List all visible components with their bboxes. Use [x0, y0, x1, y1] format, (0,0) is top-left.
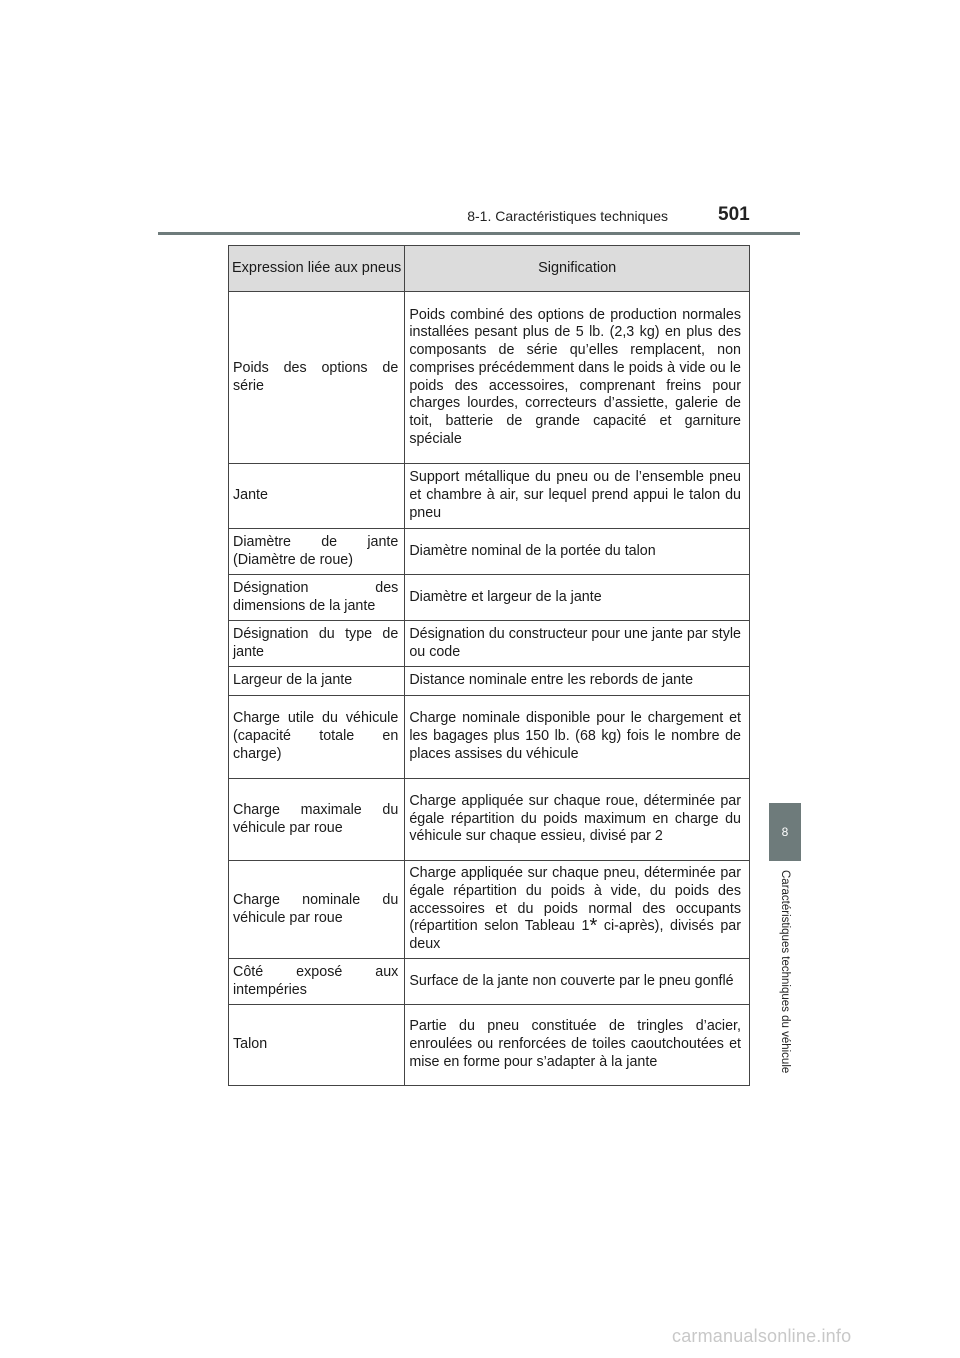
definition-text — [405, 863, 749, 956]
term-cell — [229, 696, 405, 779]
definition-cell — [405, 464, 750, 529]
definition-cell — [405, 621, 750, 667]
term-cell — [229, 1005, 405, 1086]
definition-text-part: Charge appliquée sur chaque pneu, déterminée par égale répartition du poids à vide, du poids des accessoires et du poids normal des occupants (répartition selon Tableau 1 — [409, 865, 741, 935]
term-cell — [229, 667, 405, 696]
term-text: Poids des options de série — [233, 359, 399, 394]
definition-cell — [405, 861, 750, 959]
tire-terms-table — [228, 245, 750, 1086]
table-row — [229, 861, 750, 959]
definition-cell — [405, 529, 750, 575]
table-row — [229, 529, 750, 575]
definition-text: Poids combiné des options de production normales installées pesant plus de 5 lb. (2,3 kg) en plus des composants de série qu’elles remplacent, non comprises précédemment dans le poids à vide ou le poids des accessoires, comprenant freins pour charges lourdes, correcteurs d’assiette, galerie de toit, batterie de grande capacité et garniture spéciale — [409, 306, 741, 447]
definition-text: Surface de la jante non couverte par le pneu gonflé — [409, 972, 734, 989]
column-header-term: Expression liée aux pneus — [229, 246, 405, 292]
table-header-row — [229, 246, 750, 292]
definition-text: Diamètre et largeur de la jante — [409, 588, 602, 605]
table-row — [229, 959, 750, 1005]
term-text: Désignation du type de jante — [233, 625, 399, 660]
footnote-star: * — [589, 915, 598, 938]
definition-text: Désignation du constructeur pour une jante par style ou code — [409, 625, 741, 660]
header-divider — [158, 232, 800, 235]
term-text: Charge maximale du véhicule par roue — [233, 801, 399, 836]
definition-cell — [405, 779, 750, 861]
table-row — [229, 1005, 750, 1086]
definition-cell — [405, 696, 750, 779]
term-cell — [229, 779, 405, 861]
definition-cell — [405, 292, 750, 464]
definition-cell — [405, 667, 750, 696]
term-text: Largeur de la jante — [233, 672, 353, 689]
section-title: 8-1. Caractéristiques techniques — [467, 208, 668, 224]
definition-text: Support métallique du pneu ou de l’ensemble pneu et chambre à air, sur lequel prend appui le talon du pneu — [409, 469, 741, 521]
term-cell — [229, 621, 405, 667]
definition-text: Diamètre nominal de la portée du talon — [409, 542, 656, 559]
chapter-tab[interactable] — [769, 803, 801, 861]
table-row — [229, 779, 750, 861]
term-text: Charge utile du véhicule (capacité totale en charge) — [233, 710, 399, 762]
table-row — [229, 464, 750, 529]
definition-text: Charge appliquée sur chaque roue, déterminée par égale répartition du poids maximum en charge du véhicule sur chaque essieu, divisé par 2 — [409, 792, 741, 845]
column-header-meaning: Signification — [405, 246, 750, 292]
definition-cell — [405, 1005, 750, 1086]
term-cell — [229, 292, 405, 464]
term-text: Côté exposé aux intempéries — [233, 963, 399, 998]
watermark: carmanualsonline.info — [672, 1326, 852, 1346]
term-cell — [229, 959, 405, 1005]
definition-text: Partie du pneu constituée de tringles d’acier, enroulées ou renforcées de toiles caoutchoutées et mise en forme pour s’adapter à la jante — [409, 1018, 741, 1070]
term-text: Jante — [233, 487, 268, 504]
table-row — [229, 696, 750, 779]
term-text: Désignation des dimensions de la jante — [233, 579, 399, 614]
term-text: Talon — [233, 1036, 268, 1053]
definition-cell — [405, 959, 750, 1005]
table-row — [229, 667, 750, 696]
definition-text-part: ci-après), divisés par deux — [409, 918, 741, 953]
term-cell — [229, 529, 405, 575]
chapter-number: 8 — [781, 825, 789, 839]
chapter-label-text: Caractéristiques techniques du véhicule — [779, 870, 791, 1074]
table-row — [229, 575, 750, 621]
term-cell — [229, 464, 405, 529]
definition-text: Charge nominale disponible pour le chargement et les bagages plus 150 lb. (68 kg) fois le nombre de places assises du véhicule — [409, 710, 741, 762]
definition-cell — [405, 575, 750, 621]
term-cell — [229, 861, 405, 959]
table-row — [229, 292, 750, 464]
table-row — [229, 621, 750, 667]
term-cell — [229, 575, 405, 621]
term-text: Diamètre de jante (Diamètre de roue) — [233, 533, 399, 568]
definition-text: Distance nominale entre les rebords de jante — [409, 672, 694, 689]
page-number: 501 — [718, 204, 750, 225]
term-text: Charge nominale du véhicule par roue — [233, 891, 399, 926]
